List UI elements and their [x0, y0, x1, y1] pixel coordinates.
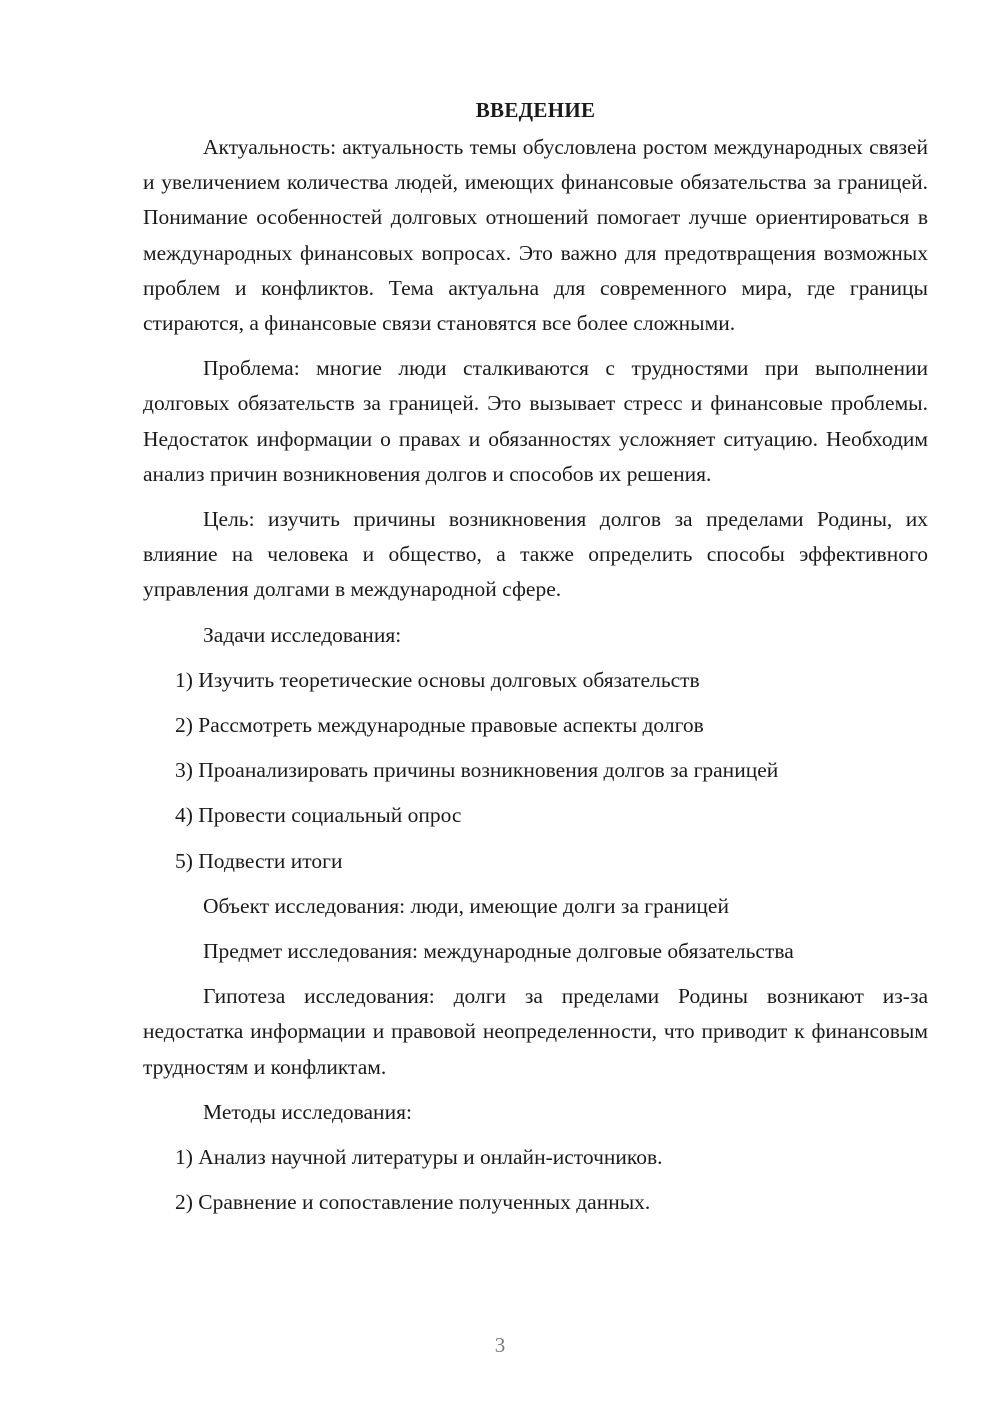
- task-item: 3) Проанализировать причины возникновения долгов за границей: [175, 758, 779, 783]
- methods-list: [143, 1140, 928, 1220]
- relevance-paragraph: Актуальность: актуальность темы обусловлена ростом международных связей и увеличением количества людей, имеющих финансовые обязательства за границей. Понимание особенностей долговых отношений помогает лучше ориентироваться в международных финансовых вопросах. Это важно для предотвращения возможных проблем и конфликтов. Тема актуальна для современного мира, где границы стираются, а финансовые связи становятся все более сложными.: [143, 135, 928, 336]
- method-item: 2) Сравнение и сопоставление полученных данных.: [175, 1190, 651, 1215]
- task-item: 1) Изучить теоретические основы долговых обязательств: [175, 667, 700, 692]
- page-number: 3: [494, 1333, 506, 1357]
- problem-paragraph: Проблема: многие люди сталкиваются с трудностями при выполнении долговых обязательств за границей. Это вызывает стресс и финансовые проблемы. Недостаток информации о правах и обязанностях усложняет ситуацию. Необходим анализ причин возникновения долгов и способов их решения.: [143, 356, 928, 486]
- method-item: 1) Анализ научной литературы и онлайн-источников.: [175, 1145, 663, 1170]
- subject-line: Предмет исследования: международные долговые обязательства: [203, 939, 794, 964]
- tasks-list: [143, 663, 928, 879]
- task-item: 2) Рассмотреть международные правовые аспекты долгов: [175, 713, 704, 738]
- task-item: 4) Провести социальный опрос: [175, 803, 462, 828]
- task-item: 5) Подвести итоги: [175, 848, 343, 873]
- document-page: [143, 90, 928, 1220]
- goal-paragraph: Цель: изучить причины возникновения долгов за пределами Родины, их влияние на человека и общество, а также определить способы эффективного управления долгами в международной сфере.: [143, 507, 928, 602]
- object-line: Объект исследования: люди, имеющие долги за границей: [203, 893, 729, 918]
- methods-title: Методы исследования:: [203, 1099, 412, 1124]
- section-heading: ВВЕДЕНИЕ: [475, 98, 596, 122]
- hypothesis-paragraph: Гипотеза исследования: долги за пределами Родины возникают из-за недостатка информации и правовой неопределенности, что приводит к финансовым трудностям и конфликтам.: [143, 984, 928, 1079]
- tasks-title: Задачи исследования:: [203, 622, 402, 647]
